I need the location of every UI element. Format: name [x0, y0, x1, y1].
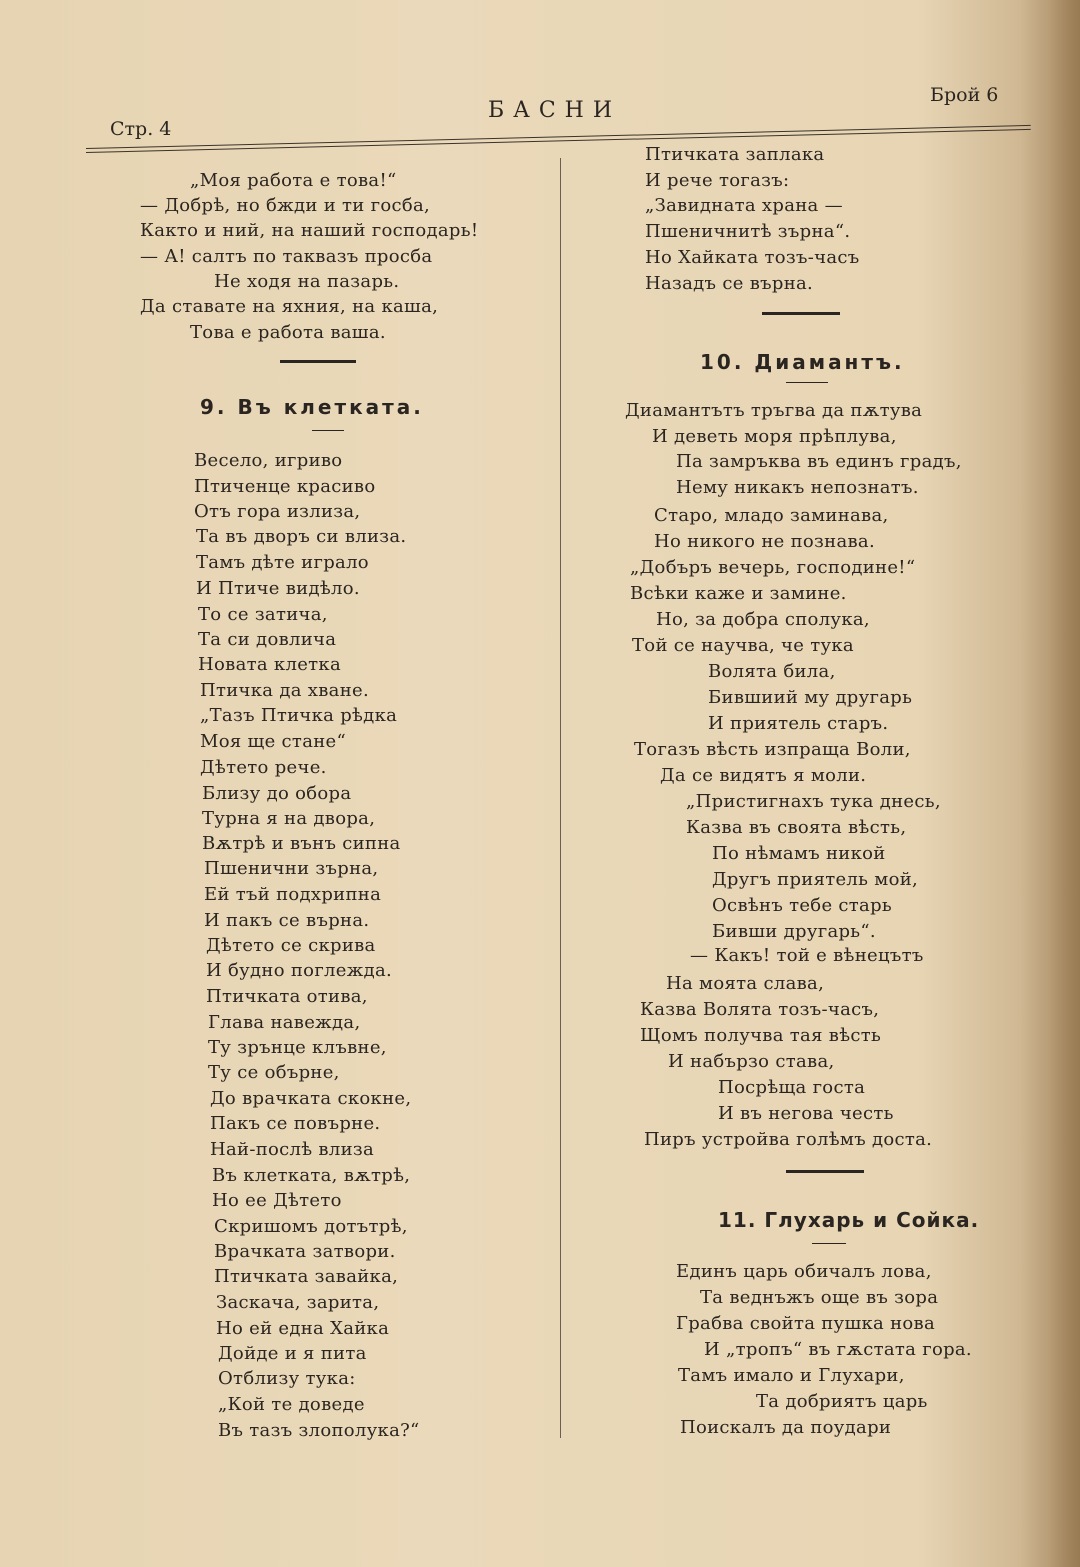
poem-line: И будно поглежда.	[206, 960, 393, 981]
poem-line: Казва въ своята вѣсть,	[686, 817, 907, 838]
poem-line: Всѣки каже и замине.	[630, 583, 847, 604]
section-separator	[762, 312, 840, 315]
poem-line: Посрѣща госта	[718, 1077, 866, 1098]
poem-line: Единъ царь обичалъ лова,	[676, 1261, 932, 1282]
poem-line: Птичката отива,	[206, 986, 368, 1007]
poem-line: Па замръква въ единъ градъ,	[676, 451, 962, 472]
poem-line: Да се видятъ я моли.	[660, 765, 867, 786]
poem-line: Новата клетка	[198, 654, 341, 675]
fable-title-10: 10. Диамантъ.	[700, 350, 905, 374]
poem-line: Птичката завайка,	[214, 1266, 399, 1287]
poem-line: На моята слава,	[666, 973, 825, 994]
poem-line: Турна я на двора,	[202, 808, 376, 829]
poem-line: Да ставате на яхния, на каша,	[140, 296, 439, 317]
poem-line: Пиръ устройва голѣмъ доста.	[644, 1129, 933, 1150]
poem-line: Заскача, зарита,	[216, 1292, 380, 1313]
page-number: Стр. 4	[110, 118, 172, 140]
poem-line: — Какъ! той е вѣнецътъ	[690, 945, 924, 966]
issue-number: Брой 6	[930, 84, 999, 106]
poem-line: „Пристигнахъ тука днесь,	[686, 791, 941, 812]
poem-line: Бивши другарь“.	[712, 921, 876, 942]
poem-line: Поискалъ да поудари	[680, 1417, 892, 1438]
poem-line: Но Хайката тозъ-часъ	[645, 247, 860, 268]
poem-line: Бившиий му другарь	[708, 687, 913, 708]
poem-line: Това е работа ваша.	[190, 322, 386, 343]
poem-line: Весело, игриво	[194, 450, 343, 471]
poem-line: И въ негова честь	[718, 1103, 894, 1124]
poem-line: Пшеничнитѣ зърна“.	[645, 221, 851, 242]
poem-line: Тогазъ вѣсть изпраща Воли,	[634, 739, 911, 760]
poem-line: По нѣмамъ никой	[712, 843, 886, 864]
poem-line: Най-послѣ влиза	[210, 1139, 375, 1160]
poem-line: И приятель старъ.	[708, 713, 889, 734]
title-dash	[786, 382, 828, 383]
poem-line: Врачката затвори.	[214, 1241, 396, 1262]
poem-line: Но никого не познава.	[654, 531, 875, 552]
poem-line: Но ей една Хайка	[216, 1318, 390, 1339]
poem-line: Освѣнъ тебе старь	[712, 895, 893, 916]
title-dash	[312, 430, 344, 431]
poem-line: Та добриятъ царь	[756, 1391, 928, 1412]
poem-line: Скришомъ дотътрѣ,	[214, 1216, 408, 1237]
poem-line: Волята била,	[708, 661, 836, 682]
poem-line: Отблизу тука:	[218, 1368, 356, 1389]
poem-line: Дойде и я пита	[218, 1343, 367, 1364]
poem-line: И рече тогазъ:	[645, 170, 790, 191]
poem-line: Казва Волята тозъ-часъ,	[640, 999, 880, 1020]
poem-line: И „тропъ“ въ гѫстата гора.	[704, 1339, 972, 1360]
poem-line: Щомъ получва тая вѣсть	[640, 1025, 882, 1046]
poem-line: Не ходя на пазарь.	[214, 271, 400, 292]
poem-line: Пакъ се повърне.	[210, 1113, 381, 1134]
poem-line: Пшенични зърна,	[204, 858, 379, 879]
poem-line: И деветь моря прѣплува,	[652, 426, 897, 447]
poem-line: Диамантътъ тръгва да пѫтува	[625, 400, 923, 421]
poem-line: Птиченце красиво	[194, 476, 376, 497]
poem-line: „Моя работа е това!“	[190, 170, 397, 191]
poem-line: И Птиче видѣло.	[196, 578, 360, 599]
poem-line: То се затича,	[198, 604, 328, 625]
poem-line: Вѫтрѣ и вънъ сипна	[202, 833, 401, 854]
poem-line: Другъ приятель мой,	[712, 869, 919, 890]
poem-line: И набързо става,	[668, 1051, 835, 1072]
column-divider	[560, 158, 561, 1438]
page-title: БАСНИ	[488, 98, 622, 123]
title-dash	[812, 1243, 846, 1244]
poem-line: Дѣтето се скрива	[206, 935, 376, 956]
poem-line: Грабва свойта пушка нова	[676, 1313, 935, 1334]
fable-title-11: 11. Глухарь и Сойка.	[718, 1208, 980, 1232]
poem-line: Та веднъжъ още въ зора	[700, 1287, 939, 1308]
poem-line: „Кой те доведе	[218, 1394, 365, 1415]
poem-line: „Завидната храна —	[645, 195, 843, 216]
poem-line: Въ тазъ злополука?“	[218, 1420, 420, 1441]
poem-line: — А! салтъ по таквазъ просба	[140, 246, 433, 267]
poem-line: Тамъ дѣте играло	[196, 552, 369, 573]
poem-line: Назадъ се върна.	[645, 273, 814, 294]
poem-line: Та си довлича	[198, 629, 337, 650]
poem-line: И пакъ се върна.	[204, 910, 370, 931]
poem-line: Нему никакъ непознатъ.	[676, 477, 919, 498]
poem-line: До врачката скокне,	[210, 1088, 412, 1109]
poem-line: Моя ще стане“	[200, 731, 346, 752]
poem-line: Но ее Дѣтето	[212, 1190, 342, 1211]
poem-line: Но, за добра сполука,	[656, 609, 870, 630]
poem-line: Ей тъй подхрипна	[204, 884, 382, 905]
section-separator	[280, 360, 356, 363]
poem-line: Близу до обора	[202, 783, 352, 804]
poem-line: Птичката заплака	[645, 144, 825, 165]
fable-title-9: 9. Въ клетката.	[200, 395, 424, 419]
poem-line: — Добрѣ, но бжди и ти госба,	[140, 195, 431, 216]
poem-line: Ту зрънце клъвне,	[208, 1037, 387, 1058]
poem-line: Та въ дворъ си влиза.	[196, 526, 407, 547]
poem-line: „Тазъ Птичка рѣдка	[200, 705, 398, 726]
poem-line: Той се научва, че тука	[632, 635, 854, 656]
poem-line: Отъ гора излиза,	[194, 501, 361, 522]
poem-line: Глава навежда,	[208, 1012, 361, 1033]
poem-line: Птичка да хване.	[200, 680, 369, 701]
section-separator	[786, 1170, 864, 1173]
poem-line: „Добъръ вечерь, господине!“	[630, 557, 916, 578]
poem-line: Въ клетката, вѫтрѣ,	[212, 1165, 411, 1186]
poem-line: Ту се обърне,	[208, 1062, 340, 1083]
poem-line: Старо, младо заминава,	[654, 505, 889, 526]
poem-line: Както и ний, на наший господарь!	[140, 220, 479, 241]
poem-line: Тамъ имало и Глухари,	[678, 1365, 905, 1386]
poem-line: Дѣтето рече.	[200, 757, 327, 778]
page-gutter-shadow	[1020, 0, 1080, 1567]
